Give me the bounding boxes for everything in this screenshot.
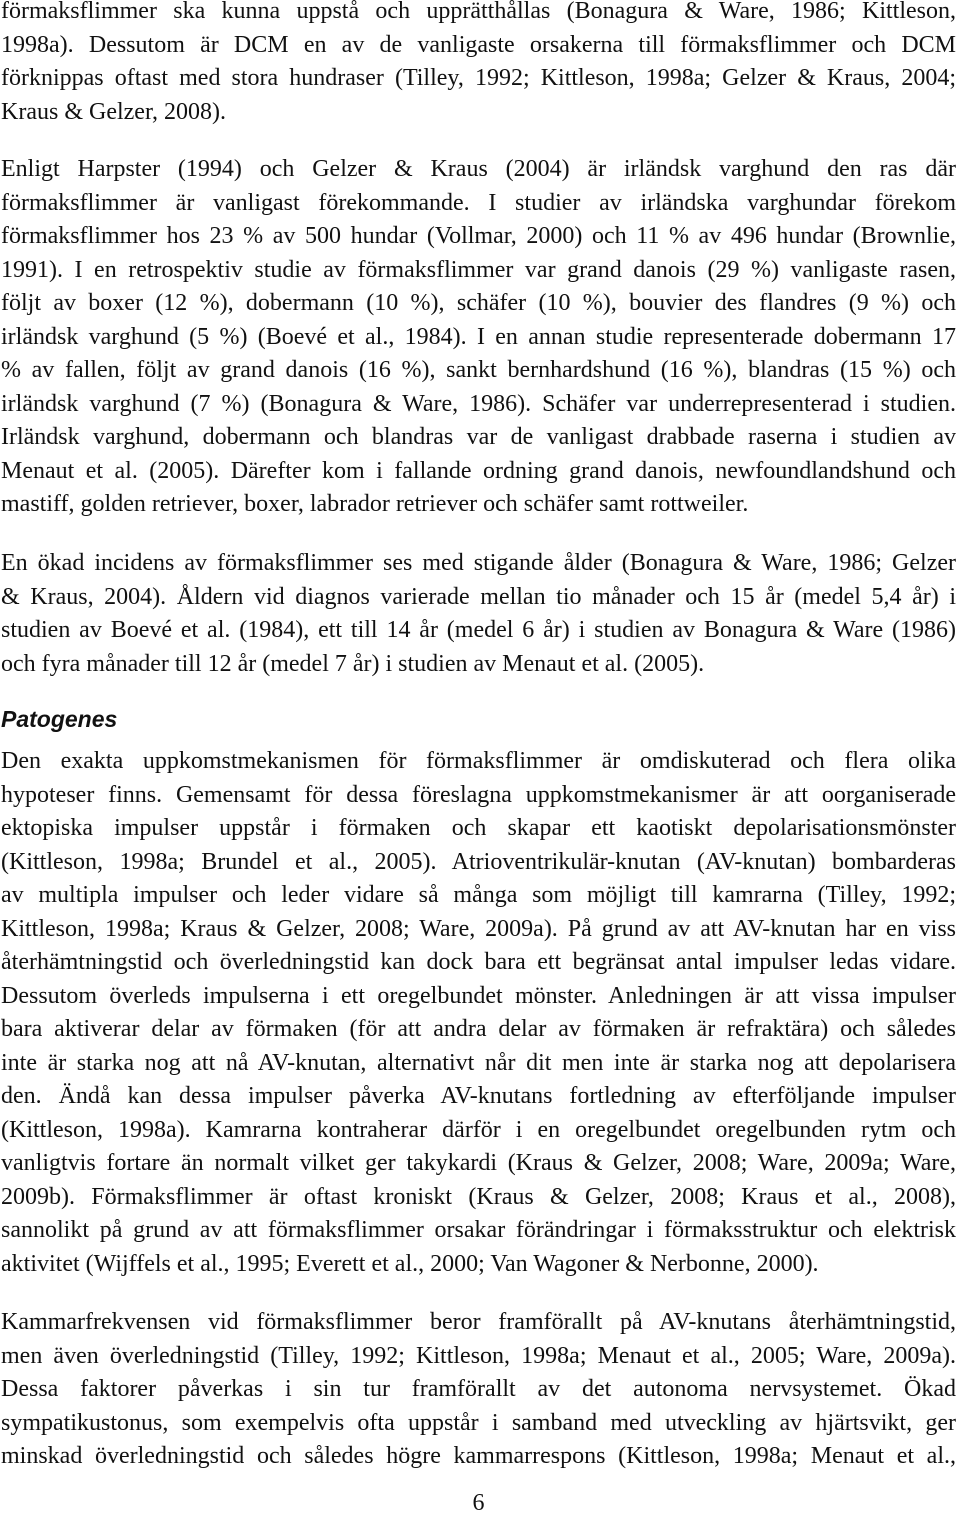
text-line: 2009b). Förmaksflimmer är oftast kroniskt (Kraus & Gelzer, 2008; Kraus et al., 2008), — [1, 1183, 956, 1210]
text-line: sympatikustonus, som exempelvis ofta uppstår i samband med utveckling av hjärtsvikt, ger — [1, 1409, 956, 1436]
paragraph — [1, 745, 956, 1281]
text-line: (Kittleson, 1998a). Kamrarna kontraherar därför i en oregelbundet oregelbunden rytm och — [1, 1116, 956, 1143]
paragraph — [1, 1306, 956, 1474]
text-line: 1998a). Dessutom är DCM en av de vanligaste orsakerna till förmaksflimmer och DCM — [1, 31, 956, 58]
text-line: 1991). I en retrospektiv studie av förmaksflimmer var grand danois (29 %) vanligaste rasen, — [1, 256, 956, 283]
text-line: och fyra månader till 12 år (medel 7 år) i studien av Menaut et al. (2005). — [1, 650, 705, 677]
text-line: förmaksflimmer ska kunna uppstå och upprätthållas (Bonagura & Ware, 1986; Kittleson, — [1, 0, 956, 25]
paragraph — [1, 0, 956, 129]
text-line: bara aktiverar delar av förmaken (för att andra delar av förmaken är refraktära) och således — [1, 1016, 956, 1043]
text-line: inte är starka nog att nå AV-knutan, alternativt når dit men inte är starka nog att depolarisera — [1, 1049, 956, 1076]
paragraph — [1, 153, 956, 522]
text-line: förknippas oftast med stora hundraser (Tilley, 1992; Kittleson, 1998a; Gelzer & Kraus, 2004; — [1, 65, 956, 92]
text-line: aktivitet (Wijffels et al., 1995; Everett et al., 2000; Van Wagoner & Nerbonne, 2000). — [1, 1250, 819, 1277]
text-line: följt av boxer (12 %), dobermann (10 %), schäfer (10 %), bouvier des flandres (9 %) och — [1, 290, 956, 317]
text-line: Kammarfrekvensen vid förmaksflimmer beror framförallt på AV-knutans återhämtningstid, — [1, 1309, 956, 1336]
text-line: förmaksflimmer hos 23 % av 500 hundar (Vollmar, 2000) och 11 % av 496 hundar (Brownlie, — [1, 223, 956, 250]
text-line: & Kraus, 2004). Åldern vid diagnos varierade mellan tio månader och 15 år (medel 5,4 år) i — [1, 583, 956, 610]
text-line: hypoteser finns. Gemensamt för dessa föreslagna uppkomstmekanismer är att oorganiserade — [1, 781, 956, 808]
text-line: vanligtvis fortare än normalt vilket ger takykardi (Kraus & Gelzer, 2008; Ware, 2009a; Ware, — [1, 1150, 956, 1177]
text-line: sannolikt på grund av att förmaksflimmer orsakar förändringar i förmaksstruktur och elektrisk — [1, 1217, 956, 1244]
text-line: Menaut et al. (2005). Därefter kom i fallande ordning grand danois, newfoundlandshund och — [1, 457, 956, 484]
text-line: (Kittleson, 1998a; Brundel et al., 2005). Atrioventrikulär-knutan (AV-knutan) bombarderas — [1, 848, 956, 875]
text-line: ektopiska impulser uppstår i förmaken och skapar ett kaotiskt depolarisationsmönster — [1, 815, 956, 842]
text-line: förmaksflimmer är vanligast förekommande. I studier av irländska varghundar förekom — [1, 189, 956, 216]
paragraph — [1, 547, 956, 681]
text-line: av multipla impulser och leder vidare så många som möjligt till kamrarna (Tilley, 1992; — [1, 882, 956, 909]
text-line: irländsk varghund (7 %) (Bonagura & Ware, 1986). Schäfer var underrepresenterad i studien. — [1, 390, 956, 417]
text-line: Kraus & Gelzer, 2008). — [1, 98, 226, 125]
text-line: Den exakta uppkomstmekanismen för förmaksflimmer är omdiskuterad och flera olika — [1, 748, 956, 775]
text-line: Enligt Harpster (1994) och Gelzer & Kraus (2004) är irländsk varghund den ras där — [1, 156, 956, 183]
text-line: Kittleson, 1998a; Kraus & Gelzer, 2008; Ware, 2009a). På grund av att AV-knutan har en viss — [1, 915, 956, 942]
page-number: 6 — [472, 1490, 485, 1515]
text-line: Irländsk varghund, dobermann och blandras var de vanligast drabbade raserna i studien av — [1, 424, 956, 451]
text-line: En ökad incidens av förmaksflimmer ses med stigande ålder (Bonagura & Ware, 1986; Gelzer — [1, 550, 956, 577]
text-line: minskad överledningstid och således högre kammarrespons (Kittleson, 1998a; Menaut et al., — [1, 1443, 956, 1470]
text-line: men även överledningstid (Tilley, 1992; Kittleson, 1998a; Menaut et al., 2005; Ware, 2009a). — [1, 1342, 956, 1369]
text-line: Dessa faktorer påverkas i sin tur framförallt av det autonoma nervsystemet. Ökad — [1, 1376, 956, 1403]
text-line: återhämtningstid och överledningstid kan dock bara ett begränsat antal impulser ledas vidare. — [1, 949, 956, 976]
text-line: irländsk varghund (5 %) (Boevé et al., 1984). I en annan studie representerade dobermann 17 — [1, 323, 956, 350]
text-line: Dessutom överleds impulserna i ett oregelbundet mönster. Anledningen är att vissa impulser — [1, 982, 956, 1009]
text-line: studien av Boevé et al. (1984), ett till 14 år (medel 6 år) i studien av Bonagura & Ware (1986) — [1, 617, 956, 644]
section-heading: Patogenes — [1, 706, 118, 733]
text-line: mastiff, golden retriever, boxer, labrador retriever och schäfer samt rottweiler. — [1, 491, 749, 518]
text-line: den. Ändå kan dessa impulser påverka AV-knutans fortledning av efterföljande impulser — [1, 1083, 956, 1110]
text-line: % av fallen, följt av grand danois (16 %), sankt bernhardshund (16 %), blandras (15 %) och — [1, 357, 956, 384]
